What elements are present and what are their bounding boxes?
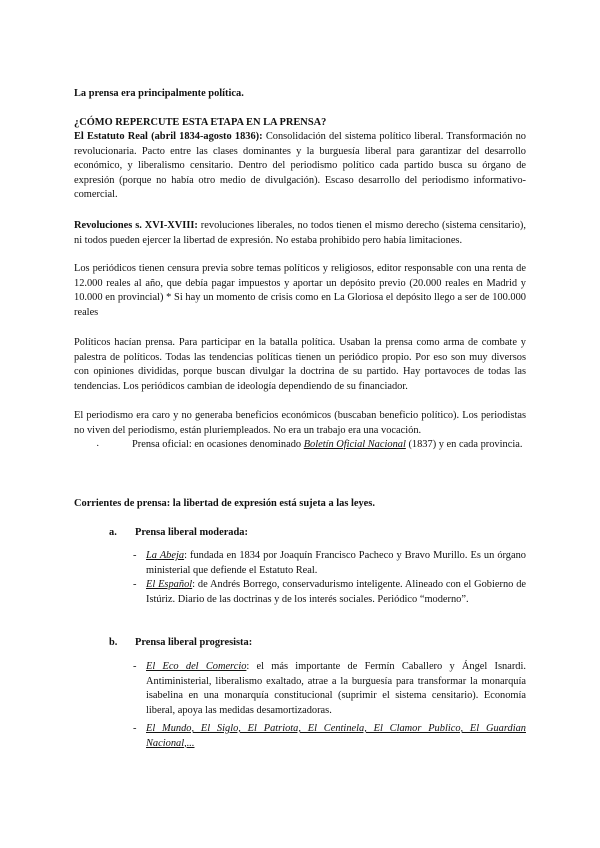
subsection-b (109, 636, 252, 651)
dash-marker: - (133, 661, 137, 672)
prensa-oficial-item (132, 438, 526, 453)
estatuto-lead: El Estatuto Real (abril 1834-agosto 1836): (74, 131, 263, 142)
section-heading-repercute: ¿CÓMO REPERCUTE ESTA ETAPA EN LA PRENSA? (74, 117, 327, 128)
estatuto-text: Consolidación del sistema político liberal. Transformación no revolucionaria. Pacto entre las clases dominantes y la burguesía liberal para garantizar del desarrollo económico, y liberalismo censitario. Dentro del periodismo político cada partido busca su órgano de expresión (porque no había otro medio de divulgación). Escaso desarrollo del periodismo informativo-comercial. (74, 131, 526, 200)
otros-periodicos-titles: El Mundo, El Siglo, El Patriota, El Centinela, El Clamor Publico, El Guardian Nacional,... (146, 723, 526, 749)
la-abeja-text: : fundada en 1834 por Joaquín Francisco Pacheco y Bravo Murillo. Es un órgano ministerial que defiende el Estatuto Real. (146, 550, 527, 576)
subsection-a-label: a. (109, 527, 117, 538)
revoluciones-paragraph (74, 219, 526, 248)
list-item-eco-del-comercio (133, 660, 526, 718)
el-espanol-text: : de Andrés Borrego, conservadurismo inteligente. Alineado con el Gobierno de Istúriz. Diario de las doctrinas y de los interés sociales. Periódico “moderno”. (146, 579, 526, 605)
eco-del-comercio-text: : el más importante de Fermín Caballero y Ángel Isnardi. Antiministerial, liberalismo exaltado, atrae a la burguesía para transformar la monarquía isabelina en una monarquía constitucional (suprimir el sistema censitario). Economía liberal, apoya las medidas desamortizadoras. (146, 661, 526, 716)
list-item-la-abeja (133, 549, 527, 578)
bullet-marker: · (96, 441, 100, 452)
list-item-otros-periodicos (133, 722, 526, 751)
la-abeja-title: La Abeja (146, 550, 185, 561)
subsection-b-label: b. (109, 637, 118, 648)
subsection-a-title: Prensa liberal moderada: (135, 527, 248, 538)
estatuto-paragraph (74, 130, 526, 203)
el-espanol-title: El Español (146, 579, 193, 590)
dash-marker: - (133, 550, 137, 561)
dash-marker: - (133, 579, 137, 590)
corrientes-heading: Corrientes de prensa: la libertad de expresión está sujeta a las leyes. (74, 498, 375, 509)
revoluciones-text: revoluciones liberales, no todos tienen el mismo derecho (sistema censitario), ni todos pueden ejercer la libertad de expresión. No estaba prohibido pero había limitaciones. (74, 220, 526, 246)
periodismo-caro-paragraph: El periodismo era caro y no generaba beneficios económicos (buscaban beneficio político). Los periodistas no viven del periodismo, están pluriempleados. No era un trabajo era una vocación. (74, 410, 526, 436)
eco-del-comercio-title: El Eco del Comercio (146, 661, 247, 672)
revoluciones-lead: Revoluciones s. XVI-XVIII: (74, 220, 198, 231)
boletin-oficial-title: Boletín Oficial Nacional (303, 439, 406, 450)
prensa-oficial-pre: Prensa oficial: en ocasiones denominado (132, 439, 304, 450)
subsection-a (109, 526, 248, 541)
prensa-oficial-post: (1837) y en cada provincia. (405, 439, 523, 450)
list-item-el-espanol (133, 578, 526, 607)
intro-statement: La prensa era principalmente política. (74, 88, 244, 99)
censura-paragraph: Los periódicos tienen censura previa sobre temas políticos y religiosos, editor responsable con una renta de 12.000 reales al año, que debía pagar impuestos y aportar un depósito previo (20.000 reales en Madrid y 10.000 en provincial) * Si hay un momento de crisis como en La Gloriosa el depósito llego a ser de 100.000 reales (74, 263, 526, 318)
dash-marker: - (133, 723, 137, 734)
subsection-b-title: Prensa liberal progresista: (135, 637, 253, 648)
politicos-paragraph: Políticos hacían prensa. Para participar en la batalla política. Usaban la prensa como arma de combate y palestra de políticos. Todas las tendencias políticas tienen un periódico propio. Por eso son muy diversos con opiniones divididas, porque buscan divulgar la doctrina de su partido. Hay portavoces de todas las tendencias. Los periódicos cambian de ideología dependiendo de su financiador. (74, 337, 526, 392)
